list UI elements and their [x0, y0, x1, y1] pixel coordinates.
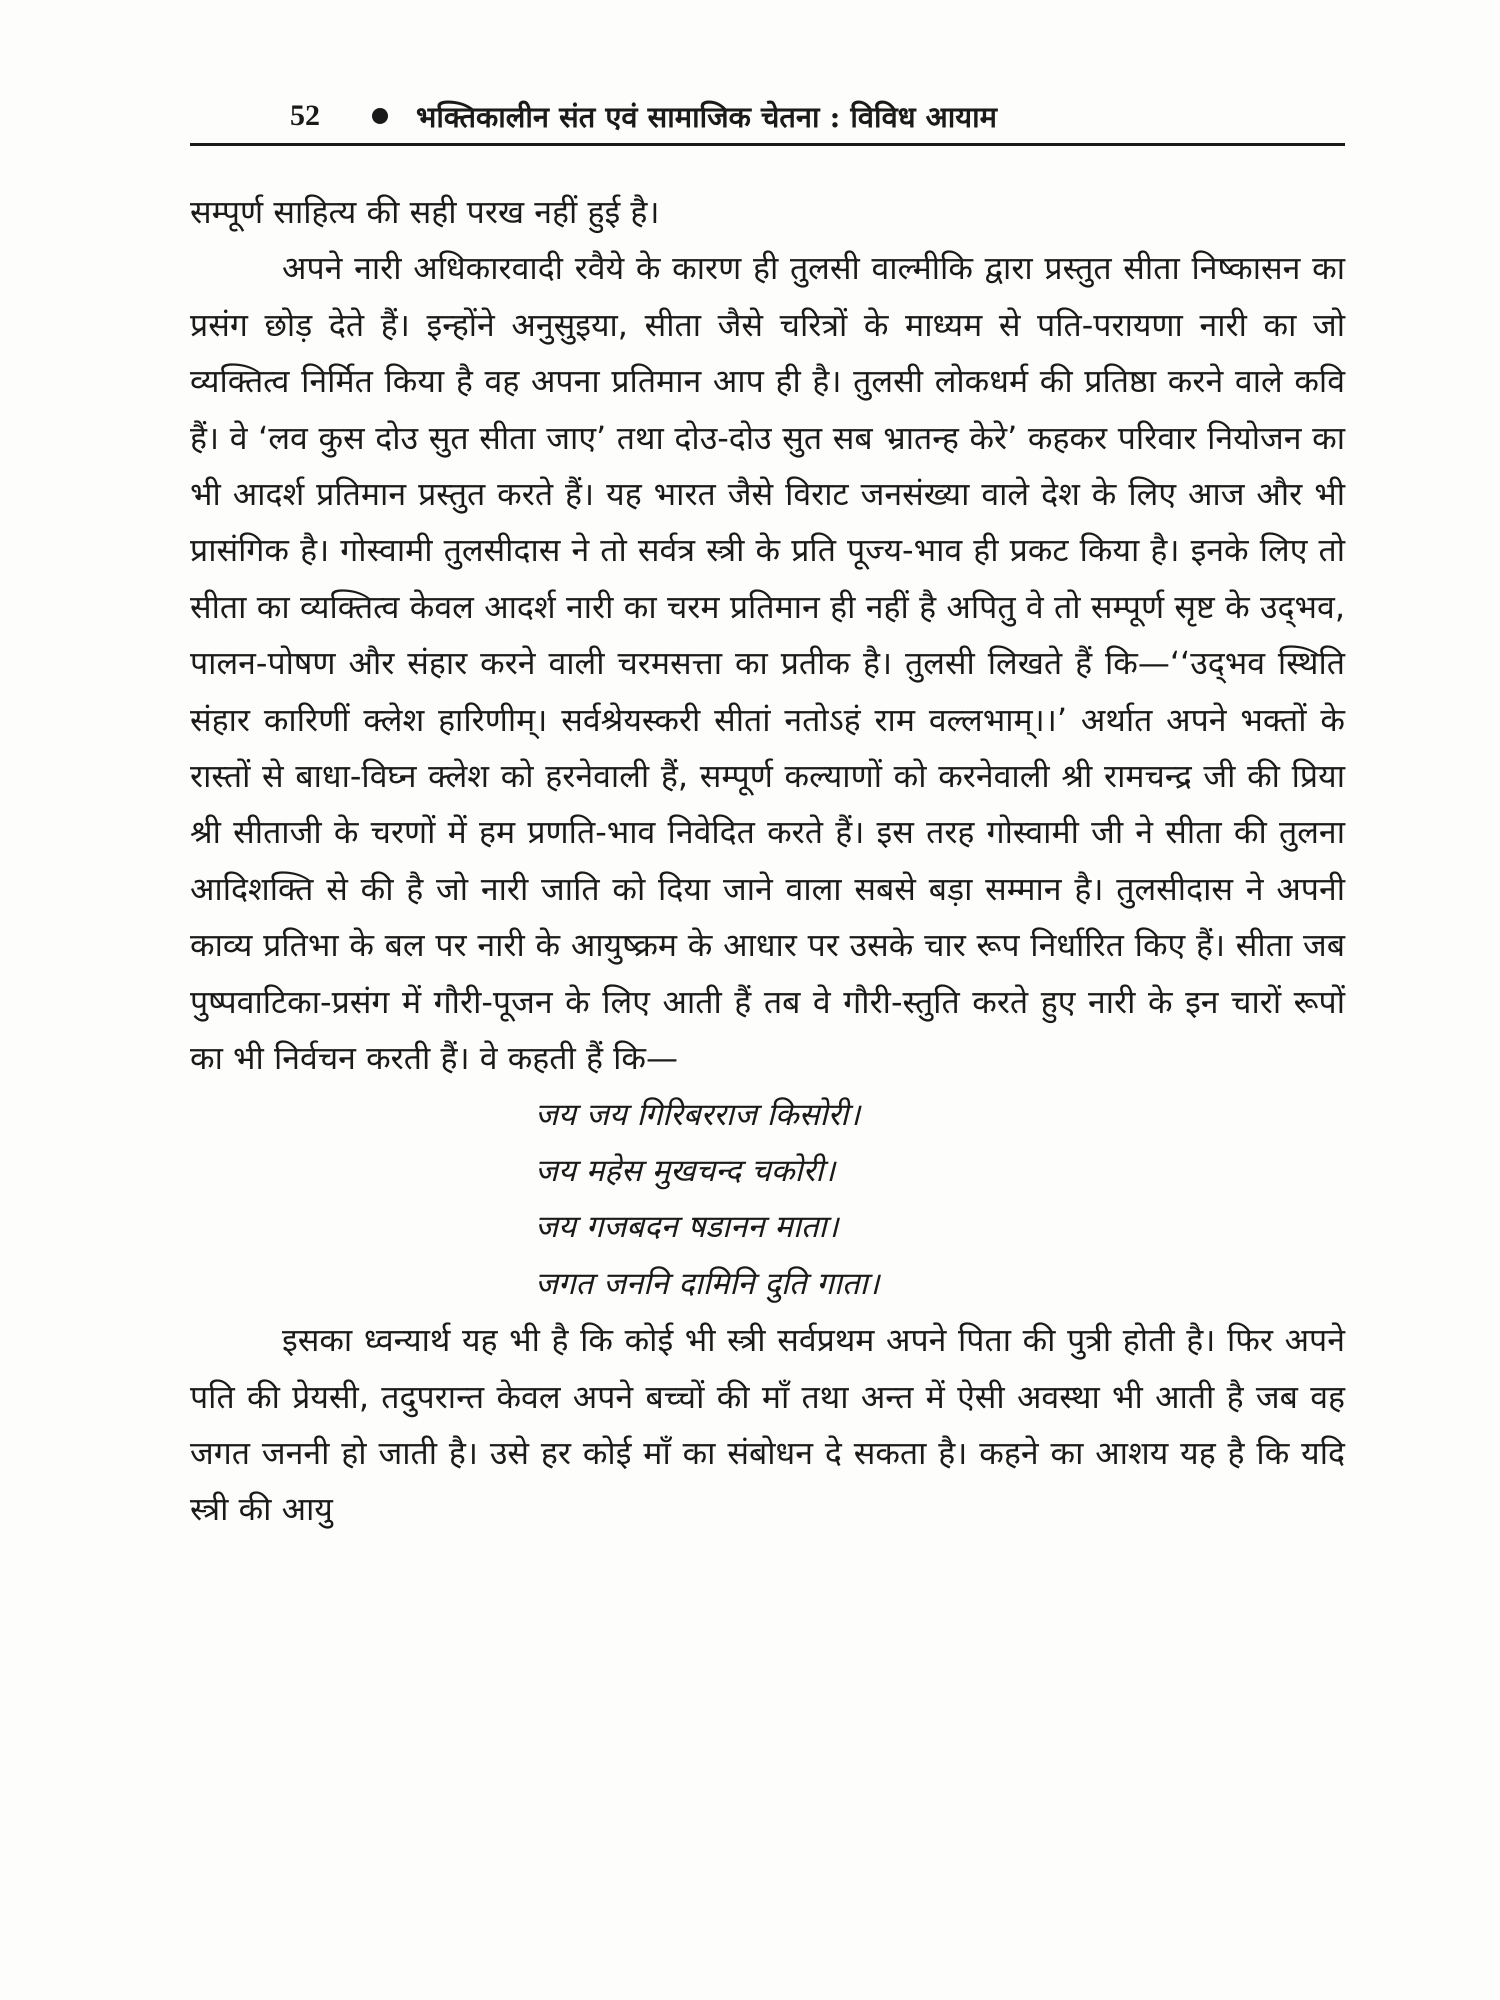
- bullet-separator-icon: [372, 108, 388, 124]
- page-body: [190, 184, 1345, 1538]
- verse-line: जय जय गिरिबरराज किसोरी।: [535, 1096, 861, 1133]
- verse-line: जगत जननि दामिनि दुति गाता।: [535, 1265, 880, 1302]
- paragraph-meaning: इसका ध्वन्यार्थ यह भी है कि कोई भी स्त्री सर्वप्रथम अपने पिता की पुत्री होती है। फिर अपने पति की प्रेयसी, तदुपरान्त केवल अपने बच्चों की माँ तथा अन्त में ऐसी अवस्था भी आती है जब वह जगत जननी हो जाती है। उसे हर कोई माँ का संबोधन दे सकता है। कहने का आशय यह है कि यदि स्त्री की आयु: [190, 1321, 1345, 1529]
- header-rule: [190, 143, 1345, 146]
- running-header: [190, 88, 1350, 144]
- verse-line: जय गजबदन षडानन माता।: [535, 1209, 839, 1246]
- verse-block: [535, 1087, 1345, 1313]
- paragraph-sita-tulsi: अपने नारी अधिकारवादी रवैये के कारण ही तुलसी वाल्मीकि द्वारा प्रस्तुत सीता निष्कासन का प्रसंग छोड़ देते हैं। इन्होंने अनुसुइया, सीता जैसे चरित्रों के माध्यम से पति-परायणा नारी का जो व्यक्तित्व निर्मित किया है वह अपना प्रतिमान आप ही है। तुलसी लोकधर्म की प्रतिष्ठा करने वाले कवि हैं। वे ‘लव कुस दोउ सुत सीता जाए’ तथा दोउ-दोउ सुत सब भ्रातन्ह केरे’ कहकर परिवार नियोजन का भी आदर्श प्रतिमान प्रस्तुत करते हैं। यह भारत जैसे विराट जनसंख्या वाले देश के लिए आज और भी प्रासंगिक है। गोस्वामी तुलसीदास ने तो सर्वत्र स्त्री के प्रति पूज्य-भाव ही प्रकट किया है। इनके लिए तो सीता का व्यक्तित्व केवल आदर्श नारी का चरम प्रतिमान ही नहीं है अपितु वे तो सम्पूर्ण सृष्ट के उद्‌भव, पालन-पोषण और संहार करने वाली चरमसत्ता का प्रतीक है। तुलसी लिखते हैं कि—‘‘उद्‌भव स्थिति संहार कारिणीं क्लेश हारिणीम्। सर्वश्रेयस्करी सीतां नतोऽहं राम वल्लभाम्।।’ अर्थात अपने भक्तों के रास्तों से बाधा-विघ्न क्लेश को हरनेवाली हैं, सम्पूर्ण कल्याणों को करनेवाली श्री रामचन्द्र जी की प्रिया श्री सीताजी के चरणों में हम प्रणति-भाव निवेदित करते हैं। इस तरह गोस्वामी जी ने सीता की तुलना आदिशक्ति से की है जो नारी जाति को दिया जाने वाला सबसे बड़ा सम्मान है। तुलसीदास ने अपनी काव्य प्रतिभा के बल पर नारी के आयुष्क्रम के आधार पर उसके चार रूप निर्धारित किए हैं। सीता जब पुष्पवाटिका-प्रसंग में गौरी-पूजन के लिए आती हैं तब वे गौरी-स्तुति करते हुए नारी के इन चारों रूपों का भी निर्वचन करती हैं। वे कहती हैं कि—: [190, 249, 1345, 1078]
- verse-line: जय महेस मुखचन्द चकोरी।: [535, 1152, 836, 1189]
- paragraph-continuation: सम्पूर्ण साहित्य की सही परख नहीं हुई है।: [190, 193, 660, 231]
- page-number: 52: [290, 99, 320, 132]
- running-title: भक्तिकालीन संत एवं सामाजिक चेतना : विविध आयाम: [416, 99, 997, 134]
